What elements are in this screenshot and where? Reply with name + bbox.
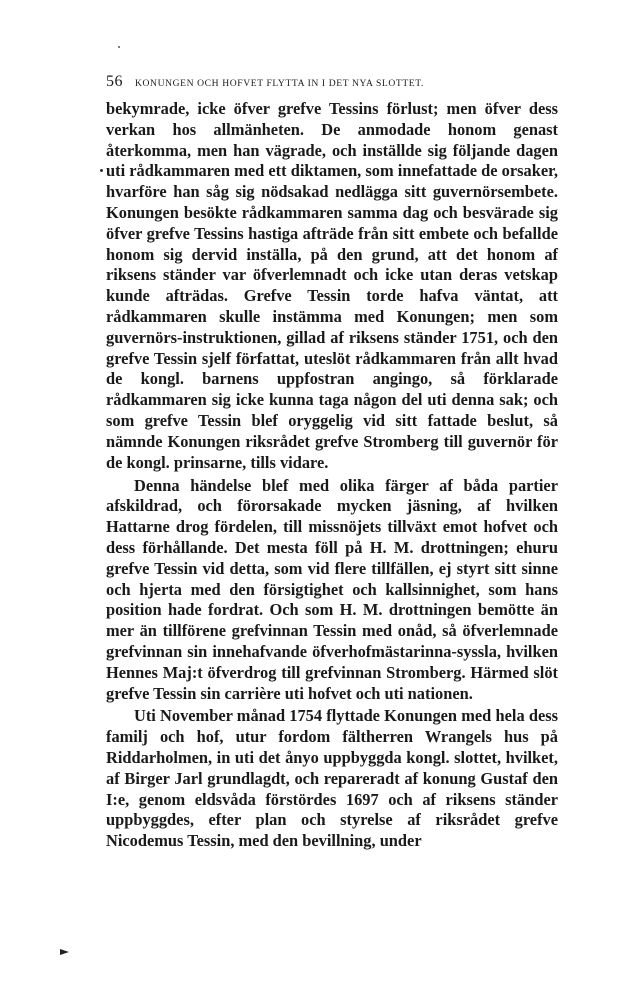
page-header [106,73,546,91]
margin-mark [100,169,103,172]
paragraph-3: Uti November månad 1754 flyttade Konungen med hela dess familj och hof, utur fordom fältherren Wrangels hus på Riddarholmen, in uti det ånyo uppbyggda kongl. slottet, hvilket, af Birger Jarl grundlagdt, och repareradt af konung Gustaf den I:e, genom eldsvåda förstördes 1697 och af riksens ständer uppbyggdes, efter plan och styrelse af riksrådet grefve Nicodemus Tessin, med den bevillning, under [106,706,558,851]
paragraph-2: Denna händelse blef med olika färger af båda partier afskildrad, och förorsakade mycken jäsning, af hvilken Hattarne drog fördelen, till missnöjets tillväxt emot hofvet och dess förhållande. Det mesta föll på H. M. drottningen; ehuru grefve Tessin vid detta, som vid flere tillfällen, ej styrt sitt sinne och hjerta med den försigtighet och kallsinnighet, som hans position hade fordrat. Och som H. M. drottningen bemötte än mer än tillförene grefvinnan Tessin med onåd, så öfverlemnade grefvinnan sin innehafvande öfverhofmästarinna-syssla, hvilken Hennes Maj:t öfverdrog till grefvinnan Stromberg. Härmed slöt grefve Tessin sin carrière uti hofvet och uti nationen. [106,475,558,703]
body-text [106,99,558,852]
running-title: KONUNGEN OCH HOFVET FLYTTA IN I DET NYA SLOTTET. [135,78,425,89]
page-number: 56 [106,73,123,90]
paragraph-1: bekymrade, icke öfver grefve Tessins förlust; men öfver dess verkan hos allmänheten. De anmodade honom genast återkomma, men han vägrade, och inställde sig följande dagen uti rådkammaren med ett diktamen, som innefattade de orsaker, hvarföre han såg sig nödsakad nedlägga sitt guvernörsembete. Konungen besökte rådkammaren samma dag och besvärade sig öfver grefve Tessins hastiga afträde från sitt embete och befallde honom sig dervid inställa, på den grund, att det honom af riksens ständer var öfverlemnadt och icke utan deras vetskap kunde afträdas. Grefve Tessin torde hafva väntat, att rådkammaren skulle instämma med Konungen; men som guvernörs-instruktionen, gillad af riksens ständer 1751, och den grefve Tessin sjelf författat, uteslöt rådkammaren från allt hvad de kongl. barnens uppfostran angingo, så förklarade rådkammaren sig icke kunna taga någon del uti denna sak; och som grefve Tessin blef oryggelig vid sitt fattade beslut, så nämnde Konungen riksrådet grefve Stromberg till guvernör för de kongl. prinsarne, tills vidare. [106,99,558,472]
arrow-marker-icon [60,949,69,955]
print-speck [118,46,120,48]
